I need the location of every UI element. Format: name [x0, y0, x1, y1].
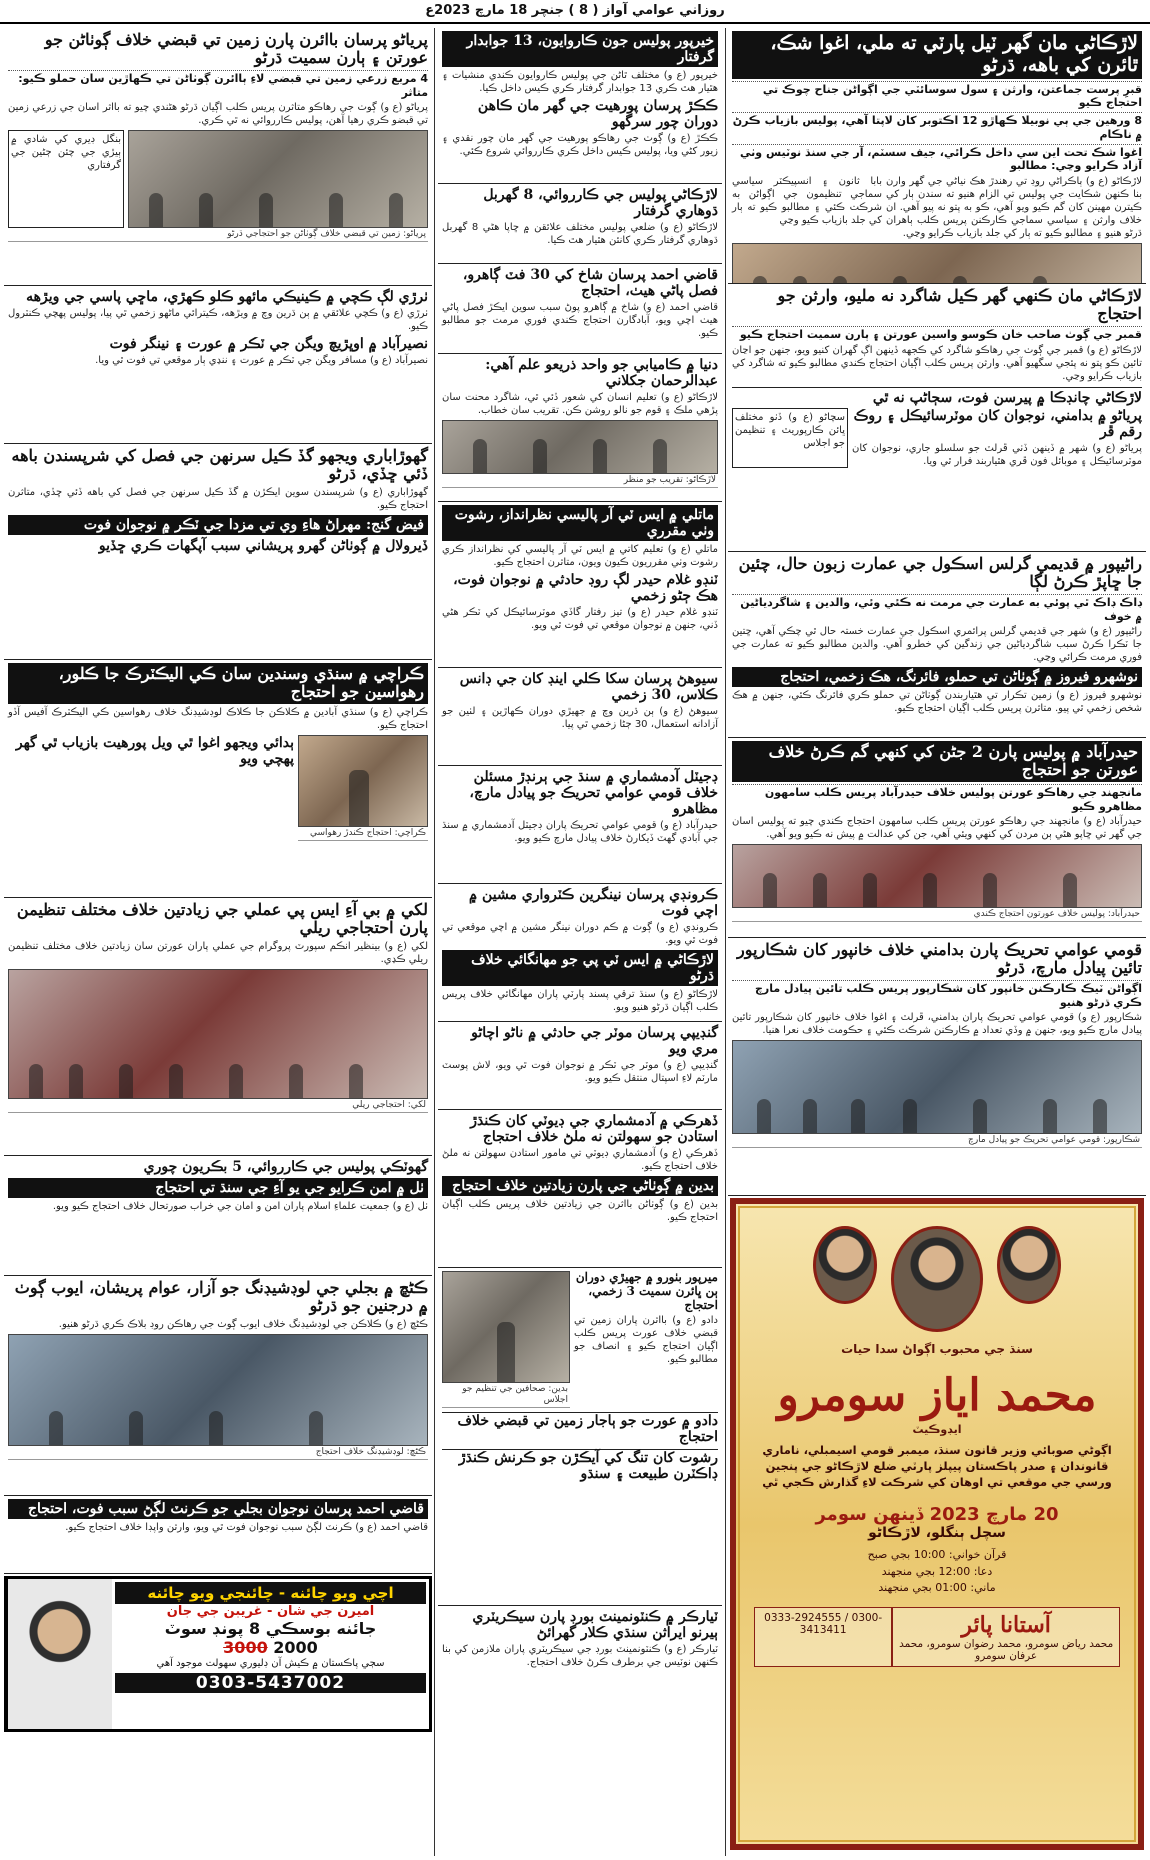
article-body: ماتلي (ع و) تعليم کاتي ۾ ايس ٽي آر پاليسي کي نظرانداز ڪري رشوت وٺي مقرريون ڪيون ويون، متاثرن احتجاج ڪيو.: [442, 544, 718, 569]
subheadline: قمبر جي ڳوٺ صاحب خان ڪوسو واسين عورتن ۽ ٻارن سميت احتجاج ڪيو: [732, 326, 1142, 342]
portrait-photo: [891, 1226, 983, 1332]
headline: گنڊيپي پرسان موٽر جي حادثي ۾ ناڻو اچاڻو مري ويو: [471, 1025, 718, 1058]
headline: ڏيرولال ۾ ڳوٺاڻن گهرو پريشاني سبب آپگهات ڪري ڇڏيو: [98, 537, 428, 554]
ad-date: 20 مارچ 2023 ڏينهن سومر: [815, 1504, 1059, 1526]
headline: ٽنڊو غلام حيدر لڳ روڊ حادثي ۾ نوجوان فوت، هڪ ڄڻو زخمي: [453, 572, 718, 605]
article-body: قاضي احمد (ع و) شاخ ۾ ڳاهرو پوڻ سبب سوين ايڪڙ فصل پاڻي هيٺ اچي ويو، آبادگارن احتجاج ڪندي فوري مرمت جو مطالبو ڪيو.: [442, 302, 718, 340]
story-middle-7: [438, 766, 722, 884]
subheadline: اغوا شڪ تحت اين سي داخل ڪرائي، جيف سسٽم، آر جي سنڌ نوٽيس وٺي آزاد ڪرايو وڃي: مطالبو: [732, 144, 1142, 174]
headline: ڊجيٽل آدمشماري ۾ سنڌ جي ٻرنڊڙ مسئلن خلاف قومي عوامي تحريڪ جو پيادل مارچ، مظاهرو: [469, 769, 718, 818]
ad-hosts: [892, 1607, 1120, 1667]
headline: ٺل ۾ امن ڪرايو جي يو آءِ جي سنڌ تي احتجاج: [8, 1178, 428, 1198]
headline: ڪرونڊي پرسان نينگرين ڪٽرواري مشين ۾ اچي فوت: [468, 887, 718, 920]
ad-product: جائنه بوسڪي 8 پونڊ سوٽ: [164, 1619, 377, 1638]
ad-headline: اچي ويو چائنه - چائنجي ويو چائنه: [115, 1582, 426, 1604]
article-body: نصيرآباد (ع و) مسافر ويگن جي ٽڪر ۾ عورت ۽ ننڍي ٻار موقعي تي فوت ٿي ويا.: [95, 355, 428, 367]
headline: سيوهڻ پرسان سکا ڪلي اينڊ کان جي ڊانس ڪلاس، 30 زخمي: [459, 671, 718, 704]
news-photo: [8, 969, 428, 1099]
headline: قومي عوامي تحريڪ پارن بدامني خلاف خانپور کان شڪارپور تائين پيادل مارچ، ڌرڻو: [737, 940, 1142, 978]
ad-intro: اڳوڻي صوبائي وزير قانون سنڌ، ميمبر قومي اسيمبلي، ناماري قانوندان ۽ صدر پاڪستان پيپلز پارٽي ضلع لاڙڪاڻو جي پنجين ورسي جي موقعي تي اوهان کي شرڪت لاءِ گذارش ڪجي ٿي: [762, 1443, 1112, 1490]
column-rule: [725, 28, 726, 1856]
host-label: آستانا پائر: [961, 1611, 1051, 1638]
story-left-3: [4, 444, 432, 660]
headline: لاڙڪاڻي ۾ ايس ٽي پي جو مهانگائي خلاف ڌرڻو: [442, 950, 718, 986]
headline: خيرپور پوليس جون ڪاروايون، 13 جوابدار گرفتار: [442, 31, 718, 67]
news-photo: [732, 243, 1142, 284]
article-body: گهوڙاباري (ع و) شرپسندن سوين ايڪڙن ۾ گڏ ڪيل سرنهن جي فصل کي باهه ڏئي ڇڏي، متاثرن احتجاج ڪيو.: [8, 486, 428, 511]
headline: لاڙڪاڻي چانڊڪا ۾ پيرسن فوت، سڄاڻپ نه ٿي: [732, 387, 1142, 406]
newspaper-page: [0, 24, 1150, 1860]
boxed-brief: بنگل ڊيري کي شادي ۾ ٻيڙي جي چئن ڄڻين جي گرفتاري: [11, 134, 121, 172]
article-body: ٽنڊو غلام حيدر (ع و) تيز رفتار گاڏي موٽرسائيڪل کي ٽڪر هڻي ڏني، جنهن ۾ نوجوان موقعي تي فوت ٿي ويو.: [442, 607, 718, 632]
article-body: ڪرونڊي (ع و) ڳوٺ ۾ ڪم دوران نينگر مشين ۾ اچي موقعي تي فوت ٿي ويو.: [442, 922, 718, 947]
story-left-8: [4, 1496, 432, 1574]
article-body: ڏهرڪي (ع و) آدمشماري ڊيوٽي تي مامور استادن سهولتن نه ملڻ خلاف احتجاج ڪيو.: [442, 1148, 718, 1173]
news-photo: [442, 420, 718, 474]
article-body: دادو (ع و) بااثرن پاران زمين تي قبضي خلاف عورت پريس ڪلب اڳيان احتجاج ڪيو ۽ انصاف جو مطالبو ڪيو.: [574, 1315, 718, 1366]
article-body: لاڙڪاڻو (ع و) ضلعي پوليس مختلف علائقن ۾ ڇاپا هڻي 8 گهربل ڌوهاري گرفتار ڪري کانئن هٿيار هٿ ڪيا.: [442, 222, 718, 247]
article-body: نوشهرو فيروز (ع و) زمين تڪرار تي هٿياربندن ڳوٺاڻن تي حملو ڪري فائرنگ ڪئي، جنهن ۾ هڪ شخص زخمي ٿي پيو. متاثرن پريس ڪلب اڳيان احتجاج ڪيو.: [732, 690, 1142, 715]
headline: دنيا ۾ ڪاميابي جو واحد ذريعو علم آهي: عبدالرحمان جکلاني: [485, 357, 718, 390]
headline: لکي ۾ بي آءِ ايس پي عملي جي زيادتين خلاف مختلف تنظيمن پارن احتجاجي ريلي: [16, 900, 428, 938]
subheadline: ڊاڪ ڊاڪ ٿي پوئي به عمارت جي مرمت نه ڪئي وئي، والدين ۽ شاگردياڻين ۾ خوف: [732, 594, 1142, 624]
host-names: محمد رياض سومرو، محمد رضوان سومرو، محمد عرفان سومرو: [899, 1637, 1114, 1662]
headline: راڻيپور ۾ قديمي گرلس اسڪول جي عمارت زبون حال، چئين جا ڇاپڙ ڪرڻ لڳا: [738, 554, 1142, 592]
ad-phone: 0303-5437002: [115, 1673, 426, 1693]
story-middle-5: [438, 502, 722, 668]
ad-schedule: [736, 1547, 1138, 1597]
schedule-item: دعا: 12:00 بجي منجهند: [881, 1564, 993, 1578]
article-body: لاڙڪاڻو (ع و) ٻاڪراڻي روڊ تي رهندڙ هڪ نياڻي جي گهر وارن بنا ڪنهن شڪايت جي پوليس تي الزام هنيو ته سندن ٻار کي ڪيترن مهينن کان گم ڪيو ويو آهي، ڪو به پتو نه پيو آهي. ان خلاف وارثن ۽ سياسي سماجي ڪارڪنن پريس ڪلب ٻاهران ڌرڻو هنيو ۽ مطالبو ڪيو ته ٻار کي جلد بازياب ڪرايو وڃي.: [886, 176, 1142, 240]
news-photo: [298, 735, 428, 827]
boxed-brief: سچاڻو (ع و) ڏٺو مختلف ڀائن ڪارپوريٽ ۽ تنظيمن جو اجلاس: [735, 411, 845, 449]
headline: لاڙڪاڻي مان گهر ٽيل پارٽي ته ملي، اغوا شڪ، ٿائرن کي باهه، ڌرڻو: [732, 31, 1142, 79]
column-rule: [434, 28, 435, 1856]
article-body: قاضي احمد (ع و) ڪرنٽ لڳڻ سبب نوجوان فوت ٿي ويو، وارثن واپڊا خلاف احتجاج ڪيو.: [65, 1522, 428, 1534]
story-middle-8: [438, 884, 722, 1022]
article-body: حيدرآباد (ع و) قومي عوامي تحريڪ پاران ڊجيٽل آدمشماري ۾ سنڌ جي آبادي گهٽ ڏيکارڻ خلاف پيادل مارچ ڪيو ويو.: [442, 820, 718, 845]
photo-caption: پرياڻو: زمين تي قبضي خلاف ڳوٺاڻن جو احتجاجي ڌرڻو: [8, 228, 428, 242]
story-right-1: [728, 28, 1146, 284]
news-photo: [8, 1334, 428, 1446]
story-middle-3: [438, 264, 722, 354]
article-body: ٽيارڪر (ع و) ڪنٽونمينٽ بورڊ جي سيڪريٽري پاران ملازمن کي بنا ڪنهن نوٽيس جي برطرف ڪرڻ خلاف احتجاج.: [442, 1644, 718, 1669]
ad-footer: [736, 1597, 1138, 1667]
ad-slogan: اميرن جي شان - غريبن جي جان: [166, 1604, 375, 1619]
right-column: [728, 28, 1146, 1856]
photo-caption: شڪارپور: قومي عوامي تحريڪ جو پيادل مارچ: [732, 1134, 1142, 1148]
ad-price: [115, 1638, 426, 1657]
schedule-item: قرآن خواني: 10:00 بجي صبح: [867, 1548, 1007, 1562]
headline: قاضي احمد پرسان نوجوان بجلي جو ڪرنٽ لڳڻ سبب فوت، احتجاج: [8, 1499, 428, 1519]
story-left-5: [4, 898, 432, 1156]
headline: لاڙڪاڻي پوليس جي ڪارروائي، 8 گهربل ڌوهاري گرفتار: [483, 187, 718, 220]
ad-venue: سچل ٻنگلو، لاڙڪاڻو: [868, 1525, 1006, 1542]
ad-title: ايڊوڪيٽ: [912, 1423, 962, 1436]
phone-numbers: 0333-2924555 / 0300-3413411: [764, 1611, 883, 1636]
story-middle-6: [438, 668, 722, 766]
ad-portraits: [736, 1226, 1138, 1332]
article-body: پرياڻو (ع و) شهر ۾ ڏينهن ڏٺي ڦرلٽ جو سلسلو جاري، نوجوان کان موٽرسائيڪل ۽ موبائل فون ڦري هٿياربند فرار ٿي ويا.: [852, 442, 1142, 467]
headline: نوشهرو فيروز ۾ ڳوٺاڻن تي حملو، فائرنگ، هڪ زخمي، احتجاج: [732, 667, 1142, 687]
headline: پرياڻو پرسان باائرن پارن زمين تي قبضي خلاف ڳوٺاڻن جو عورتن ۽ ٻارن سميت ڌرڻو: [44, 30, 428, 68]
article-body: خيرپور (ع و) مختلف ٿاڻن جي پوليس ڪاروايون ڪندي منشيات ۽ هٿيار هٿ ڪري 13 جوابدار گرفتار ڪري ڪيس داخل ڪيا.: [442, 70, 718, 95]
headline: بدين ۾ ڳوٺاڻي جي پارن زيادتين خلاف احتجاج: [442, 1176, 718, 1196]
memorial-advertisement: [730, 1198, 1144, 1850]
article-body: لاڙڪاڻو (ع و) تعليم انسان کي شعور ڏئي ٿي، شاگرد محنت سان پڙهي ملڪ ۽ قوم جو نالو روشن ڪن. تقريب سان خطاب.: [442, 392, 718, 417]
story-middle-9: [438, 1022, 722, 1110]
article-body: بابا ثانون ۽ انسپيڪٽر سياسي سماجي تنظيمون جي اڳواڻن به شرڪت ڪئي ۽ مطالبو ڪيو ته ٻار کي جلد بازياب ڪيو وڃي: [732, 176, 882, 227]
headline: ڪڪڙ پرسان پورهيت جي گهر مان ڪاهن دوران چور سرگهو: [477, 98, 718, 131]
story-left-7: [4, 1276, 432, 1496]
headline: گهوڙاباري ويجهو گڏ ڪيل سرنهن جي فصل کي شرپسندن باهه ڏئي ڇڏي، ڌرڻو: [11, 446, 428, 484]
subheadline: 8 ورهين جي ٻي نوبيلا ڪهاڙو 12 اڪتوبر کان لاپتا آهي، پوليس بازياب ڪرڻ ۾ ناڪام: [732, 114, 1142, 141]
story-middle-12: [438, 1606, 722, 1713]
photo-caption: ڪڻڇ: لوڊشيڊنگ خلاف احتجاج: [8, 1446, 428, 1460]
article-body: ٺل (ع و) جمعيت علماءِ اسلام پاران امن و امان جي خراب صورتحال خلاف احتجاج ڪيو ويو.: [52, 1201, 428, 1213]
headline: دادو ۾ عورت جو ٻاجار زمين تي قبضي خلاف احتجاج: [442, 1412, 718, 1445]
portrait-photo: [997, 1226, 1061, 1304]
story-middle-2: [438, 184, 722, 264]
subheadline: مانجهند جي رهاڪو عورتن پوليس خلاف حيدرآباد پريس ڪلب سامهون مظاهرو ڪيو: [732, 784, 1142, 814]
article-body: پرياڻو (ع و) ڳوٺ جي رهاڪو متاثرن پريس ڪلب اڳيان ڌرڻو هڻندي چيو ته بااثر اسان جي زرعي زمين تي قبضو ڪري رهيا آهن، پوليس ڪارروائي نه ٿي ڪري.: [8, 102, 428, 127]
headline: ٻدائي ويجهو اغوا ٿي ويل پورهيت بازياب ٿي گهر پهچي ويو: [15, 734, 294, 767]
headline: نصيرآباد ۾ اوڀڙيچ ويگن جي ٽڪر ۾ عورت ۽ نينگر فوت: [109, 336, 428, 353]
portrait-photo: [813, 1226, 877, 1304]
story-middle-11: [438, 1268, 722, 1606]
story-right-2: [728, 284, 1146, 552]
story-middle-1: [438, 28, 722, 184]
story-left-4: [4, 660, 432, 898]
story-left-6: [4, 1156, 432, 1276]
article-body: حيدرآباد (ع و) مانجهند جي رهاڪو عورتن پريس ڪلب سامهون احتجاج ڪندي چيو ته پوليس اسان جي گهر تي ڇاپو هڻي ٻن مردن کي کنهي ويئي آهي، جن کي عدالت ۾ پيش نه ڪيو ويو آهي.: [732, 816, 1142, 841]
article-body: سيوهڻ (ع و) ٻن ڌرين وچ ۾ جهيڙي دوران ڪهاڙين ۽ لٺين جو آزادانه استعمال، 30 ڄڻا زخمي ٿي پيا.: [442, 706, 718, 731]
news-photo: [128, 130, 428, 228]
photo-caption: لاڙڪاڻو: تقريب جو منظر: [442, 474, 718, 488]
article-body: لکي (ع و) بينظير انڪم سپورٽ پروگرام جي عملي پاران عورتن سان زيادتين خلاف مختلف تنظيمن ريلي ڪڍي.: [8, 940, 428, 965]
headline: رشوت کان تنگ کي آيڪڙن جو ڪرنش ڪنڌڙ ڊاڪٽرن طبيعت ۽ سنڌو: [442, 1449, 718, 1482]
subheadline: اڳواڻن ٽيڪ ڪارڪنن خانپور کان شڪارپور پريس ڪلب تائين پيادل مارچ ڪري ڌرڻو هنيو: [732, 980, 1142, 1010]
headline: ٺرڙي لڳ ڪچي ۾ ڪينيڪي مائهو ڪلو ڪهڙي، ماڇي پاسي جي ويڙهه: [26, 289, 428, 305]
story-right-4: [728, 738, 1146, 938]
ad-note: سڄي پاڪستان ۾ ڪيش آن ڊليوري سهولت موجود آهي: [156, 1658, 385, 1669]
ad-name: محمد اياز سومرو: [777, 1370, 1097, 1421]
story-right-3: [728, 552, 1146, 738]
article-body: ڪڻڇ (ع و) ڪلاڪن جي لوڊشيڊنگ خلاف ايوب ڳوٺ جي رهاڪن روڊ بلاڪ ڪري ڌرڻو هنيو.: [58, 1318, 428, 1330]
article-body: ڪراچي (ع و) سنڌي آبادين ۾ ڪلاڪن جا ڪلاڪ لوڊشيڊنگ خلاف رهواسين ڪي اليڪٽرڪ آفيس آڏو احتجاج ڪيو.: [8, 706, 428, 731]
story-left-2: [4, 286, 432, 444]
article-body: لاڙڪاڻو (ع و) سنڌ ترقي پسند پارٽي پاران مهانگائي خلاف پريس ڪلب اڳيان ڌرڻو هنيو ويو.: [442, 989, 718, 1014]
story-middle-4: [438, 354, 722, 502]
story-right-5: [728, 938, 1146, 1196]
article-body: گنڊيپي (ع و) موٽر جي ٽڪر ۾ نوجوان فوت ٿي ويو، لاش پوسٽ مارٽم لاءِ اسپتال منتقل ڪيو ويو.: [442, 1060, 718, 1085]
photo-caption: ڪراچي: احتجاج ڪندڙ رهواسي: [298, 827, 428, 841]
photo-caption: لکي: احتجاجي ريلي: [8, 1099, 428, 1113]
headline: ميرپور بٺورو ۾ جهيڙي دوران ٻن ڀائرن سميت 3 زخمي، احتجاج: [575, 1270, 718, 1312]
news-photo: [732, 1040, 1142, 1134]
old-price: 3000: [223, 1638, 268, 1657]
photo-caption: بدين: صحافين جي تنظيم جو اجلاس: [442, 1383, 570, 1408]
left-column: [4, 28, 432, 1856]
headline: ٽيارڪر ۾ ڪنٽونمينٽ بورڊ پارن سيڪريٽري ٻيرنو ايراثن سنڌي ڪلار گهرائڻ: [472, 1609, 718, 1642]
article-body: شڪارپور (ع و) قومي عوامي تحريڪ پاران بدامني، ڦرلٽ ۽ اغوا خلاف خانپور کان شڪارپور تائين پيادل مارچ ڪيو ويو، جنهن ۾ وڏي تعداد ۾ ڪارڪنن شرڪت ڪئي ۽ حڪومت خلاف نعرا هنيا.: [732, 1012, 1142, 1037]
headline: ڏهرڪي ۾ آدمشماري جي ڊيوٽي کان ڪنڌڙ استادن جو سهولتن نه ملڻ خلاف احتجاج: [470, 1113, 718, 1146]
article-body: بدين (ع و) ڳوٺاڻن بااثرن جي زيادتين خلاف پريس ڪلب اڳيان احتجاج ڪيو.: [442, 1199, 718, 1224]
middle-column: [438, 28, 722, 1856]
new-price: 2000: [273, 1638, 318, 1657]
photo-caption: حيدرآباد: پوليس خلاف عورتون احتجاج ڪندي: [732, 908, 1142, 922]
masthead: روزاني عوامي آواز ( 8 ) جنچر 18 مارچ 2023ع: [0, 0, 1150, 24]
headline: پرياڻو ۾ بدامني، نوجوان کان موٽرسائيڪل ۽ روڪ رقم ڦر: [853, 407, 1142, 440]
article-body: ڪڪڙ (ع و) ڳوٺ جي رهاڪو پورهيت جي گهر مان چور نقدي ۽ زيور کڻي ويا، پوليس ڪيس داخل ڪري ڪارروائي شروع ڪئي.: [442, 133, 718, 158]
headline: فيض گنج: مهراڻ هاءِ وي تي مزدا جي ٽڪر ۾ نوجوان فوت: [8, 515, 428, 535]
ad-portrait: [7, 1579, 112, 1729]
headline: ڪڻڇ ۾ بجلي جي لوڊشيڊنگ جو آزار، عوام پريشان، ايوب ڳوٺ ۾ درجنين جو ڌرڻو: [14, 1278, 428, 1316]
classified-advertisement: [4, 1576, 432, 1732]
headline: قاضي احمد پرسان شاخ کي 30 فٽ ڳاهرو، فصل پاڻي هيٺ، احتجاج: [462, 267, 718, 300]
ad-tagline: سنڌ جي محبوب اڳواڻ سدا حيات: [841, 1342, 1033, 1356]
headline: ماتلي ۾ ايس ٽي آر پاليسي نظرانداز، رشوت وٺي مقرري: [442, 505, 718, 541]
article-body: لاڙڪاڻو (ع و) قمبر جي ڳوٺ جي رهاڪو شاگرد کي ڪجهه ڏينهن اڳ گهران کنيو ويو، جنهن جو اڃان تائين ڪو پتو نه پئجي سگهيو آهي. وارثن پريس ڪلب اڳيان احتجاج ڪندي مطالبو ڪيو ته شاگرد کي بازياب ڪرايو وڃي.: [732, 344, 1142, 382]
ad-phones: [754, 1607, 892, 1667]
story-middle-10: [438, 1110, 722, 1268]
news-photo: [732, 844, 1142, 908]
headline: ڪراچي ۾ سنڌي وسندين سان ڪي اليڪٽرڪ جا ڪلور، رهواسين جو احتجاج: [8, 663, 428, 704]
news-photo: [442, 1271, 570, 1383]
schedule-item: ماني: 01:00 بجي منجهند: [878, 1581, 996, 1595]
article-body: راڻيپور (ع و) شهر جي قديمي گرلس پرائمري اسڪول جي عمارت خستہ حال ٿي چڪي آهي، ڇتين جا ٽڪرا ڪرڻ سبب شاگردياڻين جي زندگين کي خطرو آهي. والدين مطالبو ڪيو ته عمارت جي فوري مرمت ڪرائي وڃي.: [732, 626, 1142, 664]
article-body: ٺرڙي (ع و) ڪچي علائقي ۾ ٻن ڌرين وچ ۾ ويڙهه، ڪيترائي ماڻهو زخمي ٿي پيا، پوليس پهچي ڪنٽرول ڪيو.: [8, 308, 428, 333]
headline: لاڙڪاڻي مان ڪنهي گهر ڪيل شاگرد نه مليو، وارثن جو احتجاج: [777, 286, 1142, 324]
headline: گهوٽڪي پوليس جي ڪارروائي، 5 بڪريون چوري: [143, 1159, 428, 1175]
story-left-1: [4, 28, 432, 286]
subheadline: قبرِ پرست جماعتن، وارثن ۽ سول سوسائٽي جي اڳواڻن جناح چوڪ تي احتجاج ڪيو: [732, 81, 1142, 111]
subheadline: 4 مربع زرعي زمين تي قبضي لاءِ ٻاائرن ڳوٺاڻن تي ڪهاڙين سان حملو ڪيو: متاثر: [8, 70, 428, 100]
headline: حيدرآباد ۾ پوليس پارن 2 جڻن کي کنهي گم ڪرڻ خلاف عورتن جو احتجاج: [732, 741, 1142, 782]
